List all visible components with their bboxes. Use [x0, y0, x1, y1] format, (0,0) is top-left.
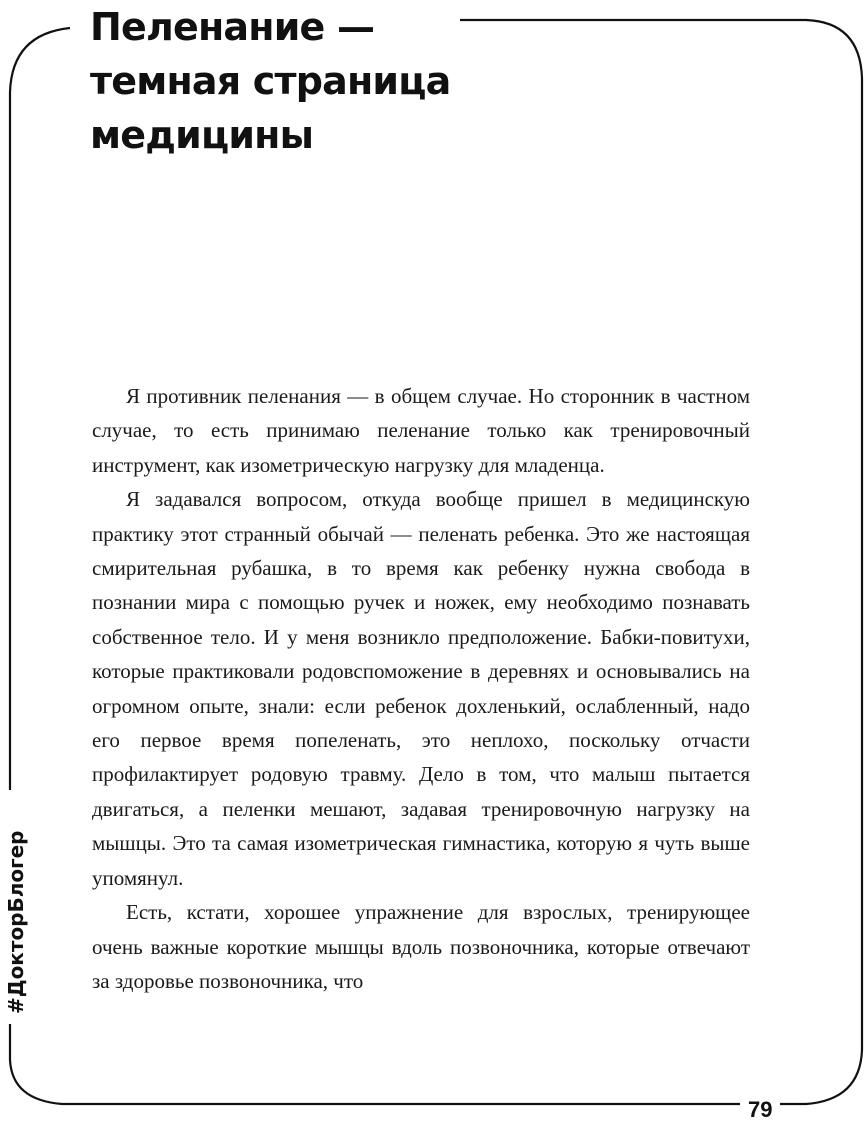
side-hashtag: #ДокторБлогер [4, 825, 28, 1021]
title-line-1: Пеленание — [90, 5, 375, 49]
paragraph-3: Есть, кстати, хорошее упражнение для взрослых, тренирующее очень важные короткие мышцы вдоль позвоночника, которые отвечают за здоровье позвоночника, что [92, 900, 750, 993]
page-number: 79 [748, 1097, 773, 1122]
body-text [92, 379, 750, 998]
page-title [90, 0, 460, 162]
title-line-2: темная страница [90, 59, 451, 103]
title-line-3: медицины [90, 113, 314, 157]
paragraph-1: Я противник пеленания — в общем случае. Но сторонник в частном случае, то есть принимаю пеленание только как тренировочный инструмент, как изометрическую нагрузку для младенца. [92, 384, 750, 477]
paragraph-2: Я задавался вопросом, откуда вообще пришел в медицинскую практику этот странный обычай — пеленать ребенка. Это же настоящая смирительная рубашка, в то время как ребенку нужна свобода в познании мира с помощью ручек и ножек, ему необходимо познавать собственное тело. И у меня возникло предположение. Бабки-повитухи, которые практиковали родовспоможение в деревнях и основывались на огромном опыте, знали: если ребенок дохленький, ослабленный, надо его первое время попеленать, это неплохо, поскольку отчасти профилактирует родовую травму. Дело в том, что малыш пытается двигаться, а пеленки мешают, задавая тренировочную нагрузку на мышцы. Это та самая изометрическая гимнастика, которую я чуть выше упомянул. [92, 487, 750, 890]
